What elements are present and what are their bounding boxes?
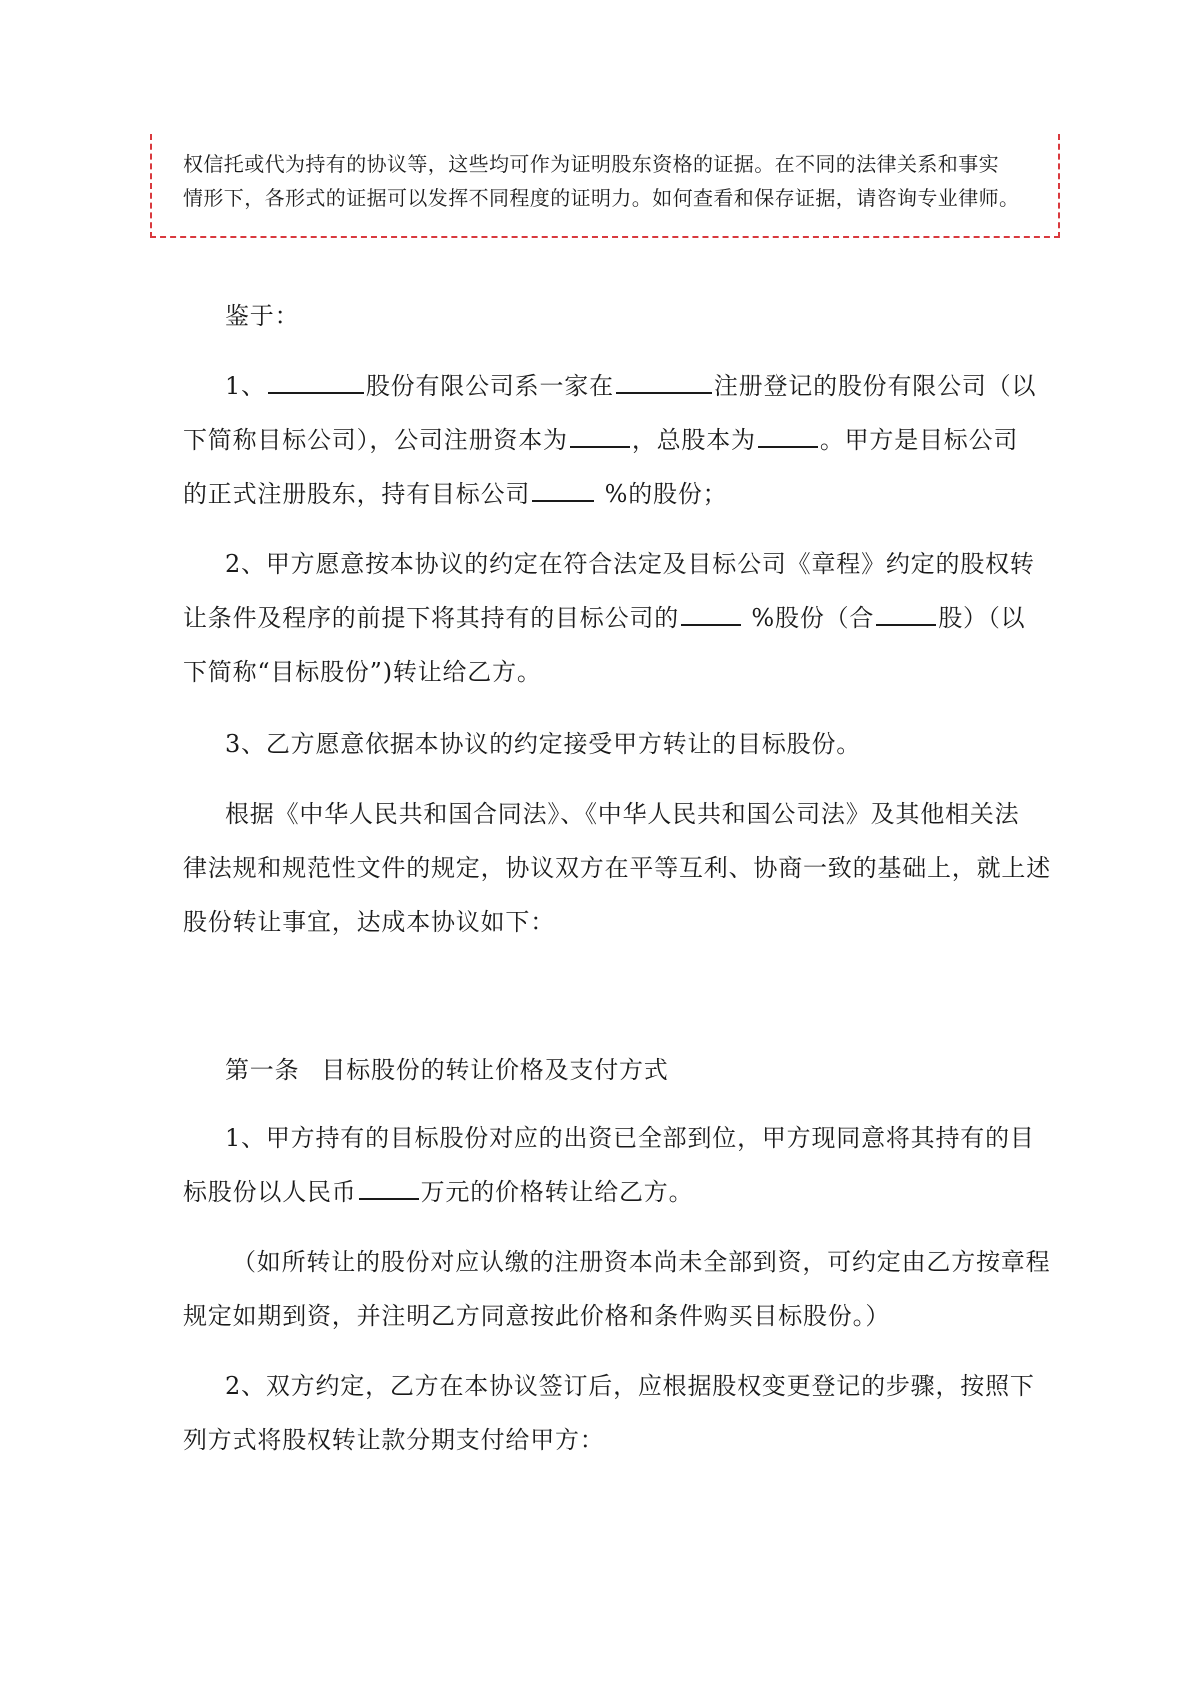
article-1-p1-text-a: 标股份以人民币	[183, 1178, 357, 1206]
recital-1-text-g: %的股份；	[596, 480, 728, 508]
article-1-p1-line-1: 1、甲方持有的目标股份对应的出资已全部到位，甲方现同意将其持有的目	[225, 1124, 1035, 1152]
recital-1-text-c: 下简称目标公司），公司注册资本为	[183, 426, 568, 454]
recital-1-text-f: 的正式注册股东，持有目标公司	[183, 480, 531, 508]
recital-1-text-b: 注册登记的股份有限公司（以	[713, 372, 1037, 400]
blank-company-name	[268, 370, 364, 394]
recital-2-text-a: 让条件及程序的前提下将其持有的目标公司的	[183, 604, 679, 632]
article-1-p1-line-2	[183, 1172, 693, 1207]
article-1-p2-line-2: 列方式将股权转让款分期支付给甲方：	[183, 1426, 605, 1454]
blank-total-shares	[758, 424, 818, 448]
article-1-note-line-2: 规定如期到资，并注明乙方同意按此价格和条件购买目标股份。）	[183, 1302, 891, 1330]
article-1-number: 第一条	[225, 1056, 300, 1084]
article-1-note-line-1: （如所转让的股份对应认缴的注册资本尚未全部到资，可约定由乙方按章程	[232, 1248, 1051, 1276]
basis-line-2: 律法规和规范性文件的规定，协议双方在平等互利、协商一致的基础上，就上述	[183, 854, 1051, 882]
note-line-1: 权信托或代为持有的协议等，这些均可作为证明股东资格的证据。在不同的法律关系和事实	[183, 152, 999, 176]
blank-holding-percent	[532, 478, 594, 502]
recitals-heading: 鉴于：	[225, 302, 300, 330]
blank-transfer-shares	[876, 602, 936, 626]
blank-price	[359, 1176, 419, 1200]
recital-2-text-b: %股份（合	[743, 604, 875, 632]
blank-transfer-percent	[681, 602, 741, 626]
basis-line-3: 股份转让事宜，达成本协议如下：	[183, 908, 555, 936]
blank-registered-capital	[570, 424, 630, 448]
recital-2-text-c: 股）（以	[938, 604, 1026, 632]
blank-registration-place	[616, 370, 712, 394]
recital-2-line-3: 下简称“目标股份”)转让给乙方。	[183, 658, 542, 686]
article-1-heading	[225, 1050, 669, 1085]
recital-1-text-a: 股份有限公司系一家在	[365, 372, 614, 400]
article-1-p1-text-b: 万元的价格转让给乙方。	[420, 1178, 694, 1206]
recital-1-number: 1、	[225, 372, 266, 400]
article-1-title: 目标股份的转让价格及支付方式	[321, 1056, 669, 1084]
note-line-2: 情形下，各形式的证据可以发挥不同程度的证明力。如何查看和保存证据，请咨询专业律师。	[183, 186, 1020, 210]
recital-1-text-d: ，总股本为	[631, 426, 756, 454]
basis-line-1: 根据《中华人民共和国合同法》、《中华人民共和国公司法》及其他相关法	[225, 800, 1020, 828]
recital-1-line-3	[183, 474, 727, 509]
recital-1-line-1	[225, 366, 1036, 401]
recital-1-line-2	[183, 420, 1018, 455]
article-1-p2-line-1: 2、双方约定，乙方在本协议签订后，应根据股权变更登记的步骤，按照下	[225, 1372, 1035, 1400]
recital-1-text-e: 。甲方是目标公司	[819, 426, 1019, 454]
recital-2-line-1: 2、甲方愿意按本协议的约定在符合法定及目标公司《章程》约定的股权转	[225, 550, 1035, 578]
recital-2-line-2	[183, 598, 1025, 633]
recital-3: 3、乙方愿意依据本协议的约定接受甲方转让的目标股份。	[225, 730, 862, 758]
